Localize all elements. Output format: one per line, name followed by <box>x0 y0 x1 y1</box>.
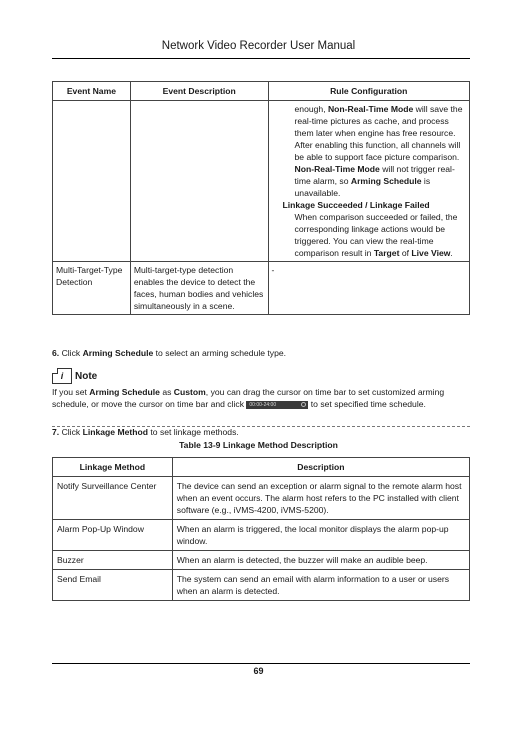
linkage-method-cell: Buzzer <box>53 551 173 570</box>
linkage-method-table <box>52 457 470 601</box>
bold-term: Non-Real-Time Mode <box>294 164 380 174</box>
description-cell: The system can send an email with alarm information to a user or users when an alarm is detected. <box>172 570 469 601</box>
bold-term: Arming Schedule <box>89 387 160 397</box>
text-run: to select an arming schedule type. <box>153 348 287 358</box>
text-run: If you set <box>52 387 90 397</box>
description-cell: The device can send an exception or alarm signal to the remote alarm host when an event occurs. The alarm host refers to the PC installed with client software (e.g., iVMS-4200, iVMS-5200). <box>172 477 469 520</box>
text-run: as <box>159 387 174 397</box>
table-row <box>53 477 470 520</box>
col-header-description: Description <box>172 458 469 477</box>
text-run: will not trigger real-time alarm, so <box>294 164 455 186</box>
note-title: Note <box>75 370 98 382</box>
text-run: . <box>450 248 453 258</box>
text-run: , you can drag the cursor on time bar to set customized arming schedule, or move the cursor on time bar and click <box>52 387 445 409</box>
rule-configuration-cell <box>268 101 469 262</box>
table-row <box>53 262 470 315</box>
event-description-cell <box>130 101 268 262</box>
text-run: When comparison succeeded or failed, the corresponding linkage actions would be triggered. You can view the real-time comparison result in <box>294 212 458 258</box>
table-row <box>53 101 470 262</box>
note-heading <box>52 368 97 384</box>
text-run: will save the real-time pictures as cache, and process them later when engine has free resource. After enabling this function, all channels will be able to support face picture comparison. <box>294 104 463 162</box>
note-icon: i <box>52 368 72 384</box>
text-run: of <box>399 248 412 258</box>
step-6 <box>52 347 470 359</box>
table-row <box>53 551 470 570</box>
table-caption: Table 13-9 Linkage Method Description <box>179 440 338 450</box>
bold-term: Live View <box>411 248 451 258</box>
table-header-row <box>53 458 470 477</box>
col-header-linkage-method: Linkage Method <box>53 458 173 477</box>
description-cell: When an alarm is detected, the buzzer will make an audible beep. <box>172 551 469 570</box>
bold-term: Linkage Method <box>82 427 148 437</box>
bold-term: Arming Schedule <box>82 348 154 358</box>
rule-configuration-cell: - <box>268 262 469 315</box>
col-header-event-description: Event Description <box>130 82 268 101</box>
time-bar-image <box>246 401 308 409</box>
linkage-method-cell: Send Email <box>53 570 173 601</box>
running-header: Network Video Recorder User Manual <box>161 40 356 52</box>
header-rule <box>52 58 470 59</box>
text-run: Click <box>61 427 83 437</box>
bold-term: Custom <box>173 387 206 397</box>
rule-subsection <box>283 199 466 259</box>
text-run: enough, <box>294 104 328 114</box>
event-name-cell <box>53 101 131 262</box>
bold-term: Non-Real-Time Mode <box>327 104 414 114</box>
footer-rule <box>52 663 470 664</box>
table-row <box>53 570 470 601</box>
text-run: to set linkage methods. <box>148 427 239 437</box>
col-header-rule-configuration: Rule Configuration <box>268 82 469 101</box>
table-row <box>53 520 470 551</box>
event-description-cell: Multi-target-type detection enables the device to detect the faces, human bodies and vehicles simultaneously in a scene. <box>130 262 268 315</box>
description-cell: When an alarm is triggered, the local monitor displays the alarm pop-up window. <box>172 520 469 551</box>
step-7 <box>52 426 470 438</box>
text-run: is unavailable. <box>294 176 431 198</box>
linkage-method-cell: Alarm Pop-Up Window <box>53 520 173 551</box>
page-number: 69 <box>253 666 264 676</box>
time-bar-label: 00:00-24:00 <box>249 401 277 408</box>
rule-paragraph <box>283 103 466 199</box>
col-header-event-name: Event Name <box>53 82 131 101</box>
note-body <box>52 386 470 410</box>
subsection-heading: Linkage Succeeded / Linkage Failed <box>282 200 430 210</box>
step-number: 7. <box>52 427 60 437</box>
step-number: 6. <box>52 348 60 358</box>
table-header-row <box>53 82 470 101</box>
event-rule-table <box>52 81 470 315</box>
linkage-method-cell: Notify Surveillance Center <box>53 477 173 520</box>
bold-term: Arming Schedule <box>350 176 422 186</box>
text-run: to set specified time schedule. <box>308 399 426 409</box>
clock-icon <box>301 402 306 407</box>
bold-term: Target <box>373 248 400 258</box>
event-name-cell: Multi-Target-Type Detection <box>53 262 131 315</box>
text-run: Click <box>61 348 83 358</box>
